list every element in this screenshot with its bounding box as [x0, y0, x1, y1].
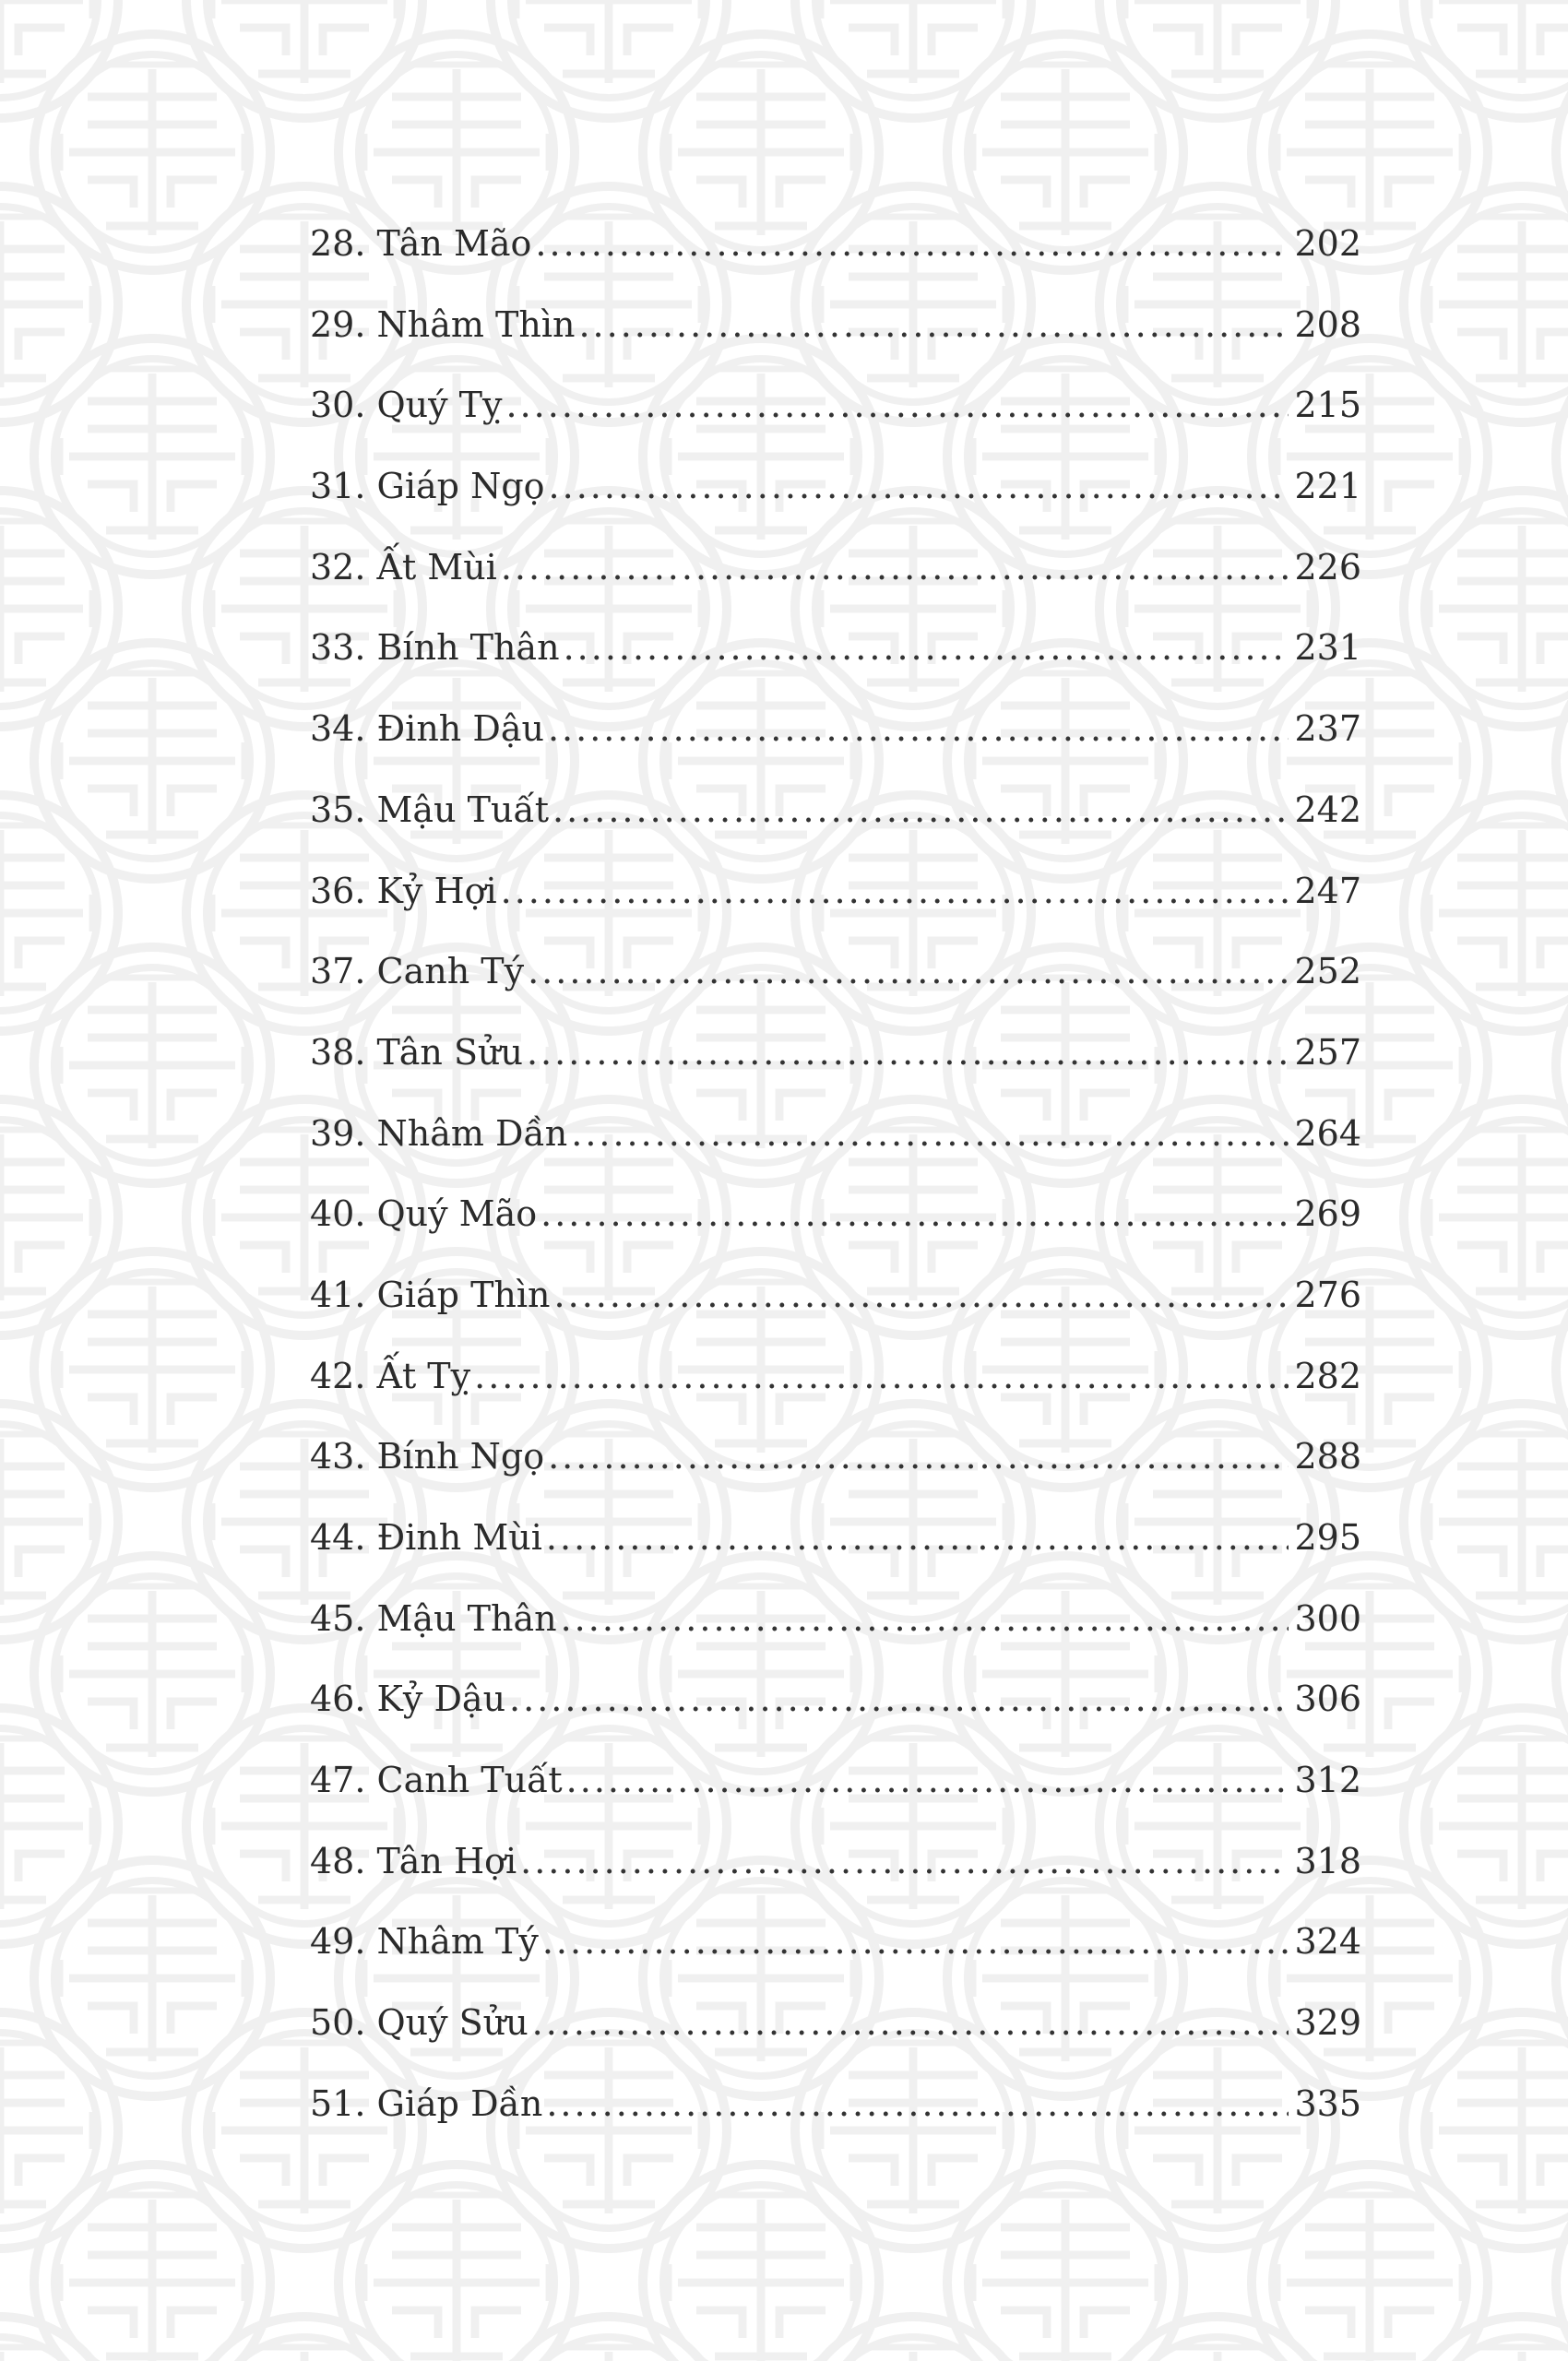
toc-leader	[527, 1032, 1289, 1073]
toc-entry-page: 226	[1294, 546, 1361, 587]
toc-leader	[571, 1113, 1289, 1154]
toc-entry-page: 237	[1294, 708, 1361, 750]
toc-entry[interactable]	[310, 2083, 1361, 2165]
toc-entry-page: 295	[1294, 1517, 1361, 1558]
toc-entry[interactable]	[310, 1032, 1361, 1113]
toc-entry-title: 38. Tân Sửu	[310, 1031, 523, 1073]
toc-leader	[564, 627, 1289, 668]
toc-leader	[506, 385, 1289, 425]
toc-entry-page: 282	[1294, 1355, 1361, 1396]
toc-entry-page: 335	[1294, 2082, 1361, 2124]
toc-entry-title: 31. Giáp Ngọ	[310, 466, 545, 507]
toc-entry[interactable]	[310, 1760, 1361, 1841]
toc-entry-title: 48. Tân Hợi	[310, 1840, 517, 1881]
toc-entry[interactable]	[310, 1841, 1361, 1922]
toc-entry[interactable]	[310, 708, 1361, 789]
toc-entry-page: 252	[1294, 951, 1361, 992]
toc-leader	[542, 1921, 1289, 1962]
toc-leader	[552, 789, 1289, 830]
table-of-contents	[310, 223, 1361, 2165]
toc-entry-title: 35. Mậu Tuất	[310, 789, 550, 830]
toc-leader	[549, 466, 1289, 506]
toc-leader	[546, 2083, 1289, 2124]
toc-entry-page: 221	[1294, 466, 1361, 507]
toc-entry-title: 37. Canh Tý	[310, 951, 525, 992]
toc-entry[interactable]	[310, 1436, 1361, 1517]
toc-entry-page: 215	[1294, 385, 1361, 426]
toc-leader	[554, 1275, 1289, 1315]
toc-entry-title: 51. Giáp Dần	[310, 2082, 543, 2124]
toc-entry-title: 44. Đinh Mùi	[310, 1517, 542, 1558]
toc-leader	[578, 304, 1289, 345]
toc-entry[interactable]	[310, 223, 1361, 304]
toc-leader	[509, 1679, 1289, 1719]
toc-entry-page: 264	[1294, 1112, 1361, 1154]
toc-entry-title: 41. Giáp Thìn	[310, 1274, 551, 1315]
toc-entry-title: 40. Quý Mão	[310, 1193, 538, 1235]
toc-entry-page: 312	[1294, 1760, 1361, 1801]
toc-entry[interactable]	[310, 1356, 1361, 1437]
toc-leader	[474, 1356, 1289, 1396]
toc-entry[interactable]	[310, 1921, 1361, 2002]
toc-entry[interactable]	[310, 1598, 1361, 1679]
toc-entry-page: 269	[1294, 1193, 1361, 1235]
toc-entry-page: 306	[1294, 1679, 1361, 1720]
toc-entry-page: 231	[1294, 627, 1361, 669]
toc-entry-page: 288	[1294, 1436, 1361, 1477]
toc-leader	[548, 1436, 1289, 1477]
toc-entry-title: 43. Bính Ngọ	[310, 1436, 545, 1477]
toc-entry-title: 47. Canh Tuất	[310, 1760, 563, 1801]
toc-leader	[535, 223, 1289, 264]
toc-entry-title: 45. Mậu Thân	[310, 1597, 557, 1639]
toc-entry[interactable]	[310, 951, 1361, 1032]
toc-entry-title: 29. Nhâm Thìn	[310, 303, 576, 345]
toc-entry-page: 242	[1294, 789, 1361, 830]
toc-leader	[501, 871, 1289, 911]
toc-entry-page: 329	[1294, 2002, 1361, 2044]
toc-leader	[528, 951, 1289, 991]
toc-entry-title: 36. Kỷ Hợi	[310, 870, 497, 911]
toc-entry-page: 276	[1294, 1274, 1361, 1315]
toc-leader	[532, 2002, 1289, 2043]
toc-entry[interactable]	[310, 1193, 1361, 1275]
toc-entry[interactable]	[310, 627, 1361, 708]
toc-entry[interactable]	[310, 2002, 1361, 2083]
toc-entry[interactable]	[310, 1113, 1361, 1194]
toc-entry[interactable]	[310, 547, 1361, 628]
toc-leader	[566, 1760, 1289, 1800]
toc-entry-title: 34. Đinh Dậu	[310, 708, 544, 750]
toc-entry[interactable]	[310, 385, 1361, 466]
toc-leader	[561, 1598, 1289, 1639]
toc-entry[interactable]	[310, 304, 1361, 386]
toc-entry-title: 28. Tân Mão	[310, 223, 532, 264]
toc-entry-page: 300	[1294, 1597, 1361, 1639]
toc-leader	[548, 708, 1289, 749]
toc-entry[interactable]	[310, 1679, 1361, 1760]
toc-entry-title: 39. Nhâm Dần	[310, 1112, 568, 1154]
toc-entry-title: 42. Ất Tỵ	[310, 1355, 471, 1396]
toc-entry-title: 32. Ất Mùi	[310, 546, 497, 587]
toc-leader	[546, 1517, 1289, 1558]
toc-leader	[501, 547, 1289, 587]
toc-entry-page: 318	[1294, 1840, 1361, 1881]
toc-entry-title: 33. Bính Thân	[310, 627, 560, 669]
toc-leader	[520, 1841, 1289, 1881]
toc-entry-page: 247	[1294, 870, 1361, 911]
toc-entry[interactable]	[310, 871, 1361, 952]
toc-entry-title: 30. Quý Tỵ	[310, 385, 503, 426]
toc-entry-page: 257	[1294, 1031, 1361, 1073]
toc-entry-title: 46. Kỷ Dậu	[310, 1679, 506, 1720]
toc-entry[interactable]	[310, 1517, 1361, 1598]
toc-entry-page: 324	[1294, 1921, 1361, 1963]
toc-entry-page: 202	[1294, 223, 1361, 264]
toc-entry[interactable]	[310, 789, 1361, 871]
toc-leader	[540, 1193, 1289, 1234]
toc-entry[interactable]	[310, 466, 1361, 547]
toc-entry[interactable]	[310, 1275, 1361, 1356]
toc-entry-page: 208	[1294, 303, 1361, 345]
toc-entry-title: 49. Nhâm Tý	[310, 1921, 539, 1963]
toc-entry-title: 50. Quý Sửu	[310, 2002, 529, 2044]
